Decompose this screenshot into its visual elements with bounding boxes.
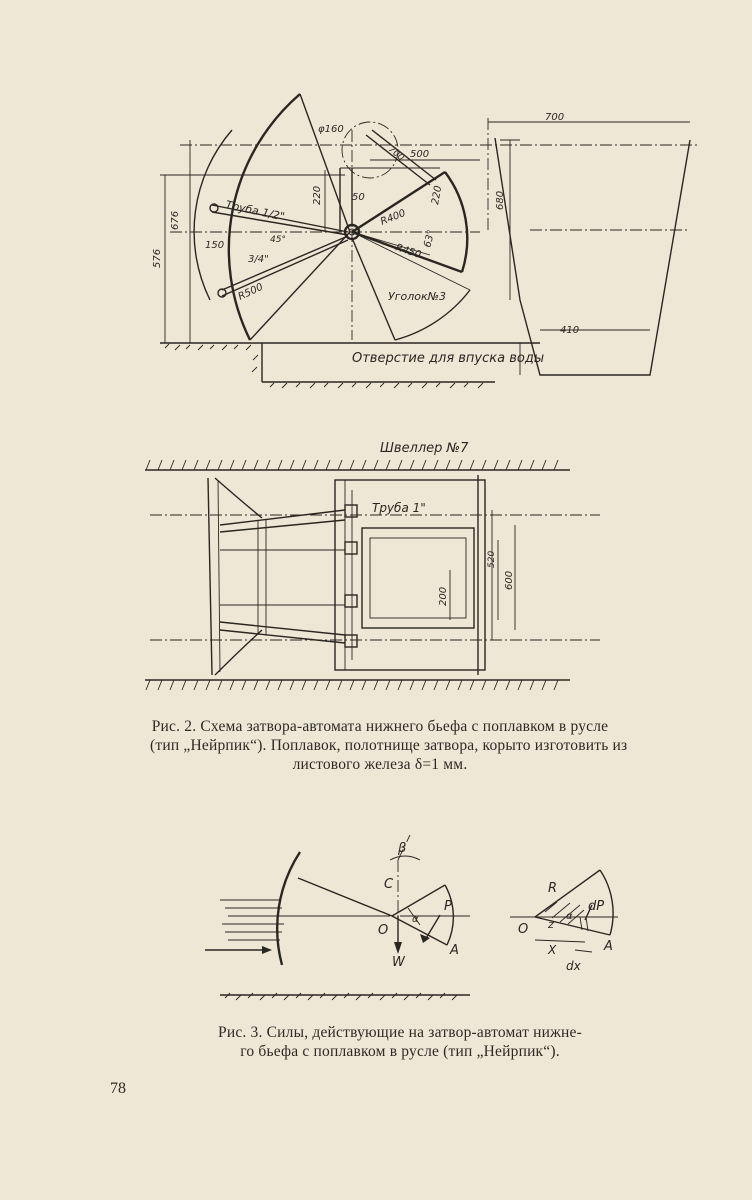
figure2-caption-line-3: листового железа δ=1 мм. — [292, 756, 468, 773]
label-dx: dx — [566, 959, 581, 973]
label-a-right: A — [604, 939, 613, 954]
figure2-side-section — [0, 0, 752, 400]
label-r500: R500 — [236, 281, 265, 303]
label-alpha-left: α — [412, 914, 419, 925]
label-50: 50 — [352, 192, 365, 203]
label-410: 410 — [560, 325, 580, 336]
label-150: 150 — [205, 240, 225, 251]
label-pipe-34: 3/4" — [248, 254, 269, 265]
label-700-diag: 700 — [386, 144, 406, 164]
label-angle-iron: Уголок№3 — [388, 290, 447, 303]
figure2-caption-line-2: (тип „Нейрпик“). Поплавок, полотнище затвора, корыто изготовить из — [150, 737, 628, 754]
label-pipe-1: Труба 1" — [372, 501, 426, 515]
label-520: 520 — [487, 550, 497, 568]
label-dp: dP — [588, 899, 605, 914]
label-x: X — [548, 943, 557, 957]
label-pipe-half: Труба 1/2" — [224, 198, 286, 224]
label-700-top: 700 — [545, 112, 565, 123]
label-o-left: O — [378, 923, 389, 938]
label-45: 45° — [270, 235, 286, 245]
label-r400: R400 — [379, 207, 408, 228]
figure3-caption-line-2: го бьефа с поплавком в русле (тип „Нейрпик“). — [240, 1043, 560, 1060]
page-number: 78 — [110, 1080, 126, 1097]
label-200: 200 — [438, 586, 449, 606]
label-r: R — [548, 881, 558, 896]
label-beta: β — [398, 841, 407, 856]
label-676: 676 — [170, 210, 181, 230]
label-600: 600 — [504, 570, 515, 590]
figure2-caption — [150, 717, 628, 774]
label-p: P — [444, 899, 452, 914]
figure2-caption-line-1: Рис. 2. Схема затвора-автомата нижнего бьефа с поплавком в русле — [151, 718, 609, 735]
label-63: 63° — [422, 228, 438, 249]
label-water-inlet: Отверстие для впуска воды — [352, 351, 545, 366]
label-o-right: O — [518, 922, 529, 937]
label-w: W — [392, 955, 405, 970]
figure3-caption — [200, 1023, 600, 1061]
figure2-plan-view — [0, 430, 752, 700]
label-a-left: A — [450, 943, 459, 958]
label-r450: R450 — [394, 242, 423, 261]
label-z: z — [548, 918, 554, 931]
label-channel: Швеллер №7 — [380, 441, 469, 456]
label-c: C — [384, 877, 394, 892]
label-alpha-right: α — [566, 911, 573, 922]
label-680: 680 — [495, 190, 506, 210]
figure3-caption-line-1: Рис. 3. Силы, действующие на затвор-автомат нижне- — [218, 1024, 582, 1041]
label-phi160: φ160 — [318, 124, 344, 135]
label-500: 500 — [410, 149, 430, 160]
label-576: 576 — [152, 248, 163, 268]
label-220-right: 220 — [430, 184, 445, 206]
label-220-left: 220 — [312, 185, 323, 205]
figure3-geometry-diagram — [0, 830, 752, 1010]
